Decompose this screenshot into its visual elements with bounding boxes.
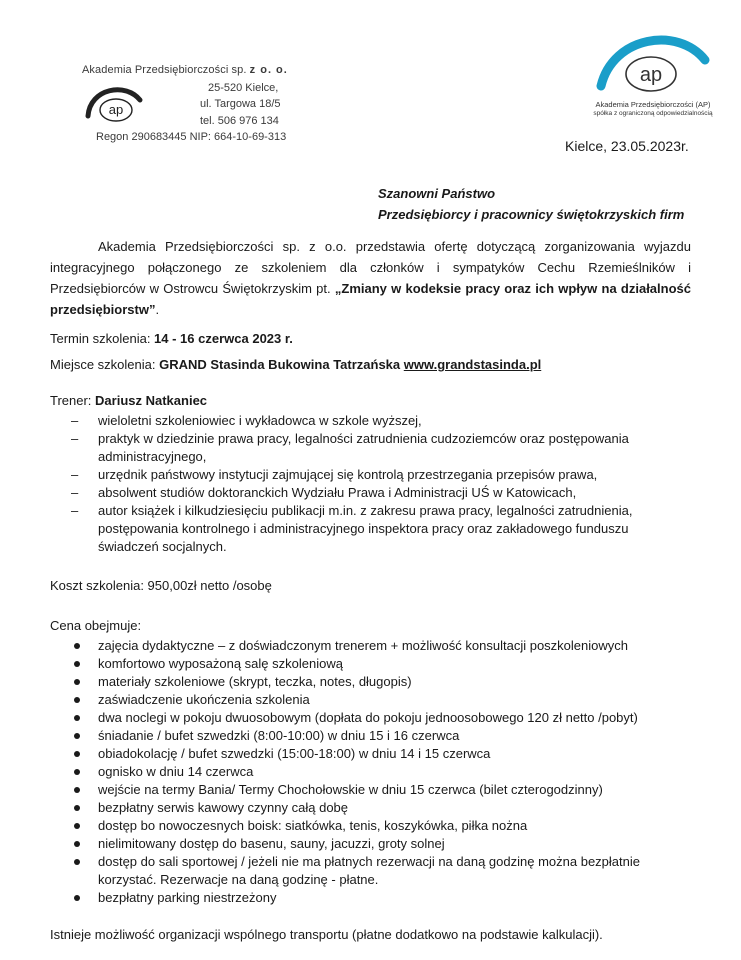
- salutation-line-1: Szanowni Państwo: [378, 186, 496, 201]
- place-website-link[interactable]: www.grandstasinda.pl: [403, 357, 542, 372]
- trainer: [50, 393, 207, 408]
- list-item: wejście na termy Bania/ Termy Chochołowskie w dniu 15 czerwca (bilet czterogodzinny): [50, 781, 690, 799]
- stamp-city: 25-520 Kielce,: [208, 82, 279, 94]
- list-item: dwa noclegi w pokoju dwuosobowym (dopłata do pokoju jednoosobowego 120 zł netto /pobyt): [50, 709, 690, 727]
- price-includes-list: [50, 637, 690, 907]
- place-value: GRAND Stasinda Bukowina Tatrzańska: [159, 357, 404, 372]
- list-item: dostęp do sali sportowej / jeżeli nie ma płatnych rezerwacji na daną godzinę można bezpłatnie korzystać. Rezerwacje na daną godzinę - płatne.: [50, 853, 690, 889]
- intro-end: .: [155, 302, 160, 317]
- training-term: [50, 331, 293, 346]
- training-place: [50, 357, 541, 372]
- brand-subtitle: spółka z ograniczoną odpowiedzialnością: [593, 110, 713, 117]
- brand-logo-icon: [593, 26, 713, 98]
- trainer-label: Trener:: [50, 393, 96, 408]
- list-item: komfortowo wyposażoną salę szkoleniową: [50, 655, 690, 673]
- stamp-logo-text: ap: [108, 102, 124, 117]
- stamp-regon-nip: Regon 290683445 NIP: 664-10-69-313: [96, 131, 287, 143]
- list-item: zajęcia dydaktyczne – z doświadczonym trenerem + możliwość konsultacji poszkoleniowych: [50, 637, 690, 655]
- intro-paragraph: [50, 236, 691, 320]
- list-item: dostęp bo nowoczesnych boisk: siatkówka, tenis, koszykówka, piłka nożna: [50, 817, 690, 835]
- place-label: Miejsce szkolenia:: [50, 357, 160, 372]
- brand-name: Akademia Przedsiębiorczości (AP): [595, 100, 711, 109]
- brand-logo-text: ap: [639, 64, 663, 86]
- term-label: Termin szkolenia:: [50, 331, 155, 346]
- company-stamp: [82, 64, 322, 154]
- salutation: [378, 183, 684, 225]
- list-item: – absolwent studiów doktoranckich Wydziału Prawa i Administracji UŚ w Katowicach,: [71, 485, 577, 500]
- list-item: zaświadczenie ukończenia szkolenia: [50, 691, 690, 709]
- list-item: bezpłatny serwis kawowy czynny całą dobę: [50, 799, 690, 817]
- list-item: bezpłatny parking niestrzeżony: [50, 889, 690, 907]
- stamp-company-name: Akademia Przedsiębiorczości sp. z o. o.: [82, 64, 288, 76]
- company-logo-icon: [82, 78, 144, 128]
- stamp-street: ul. Targowa 18/5: [200, 98, 281, 110]
- term-value: 14 - 16 czerwca 2023 r.: [154, 331, 293, 346]
- list-item: – urzędnik państwowy instytucji zajmującej się kontrolą przestrzegania przepisów prawa,: [71, 467, 598, 482]
- list-item: ognisko w dniu 14 czerwca: [50, 763, 690, 781]
- list-item: materiały szkoleniowe (skrypt, teczka, notes, długopis): [50, 673, 690, 691]
- list-item: nielimitowany dostęp do basenu, sauny, jacuzzi, groty solnej: [50, 835, 690, 853]
- trainer-bio-list: [50, 412, 690, 556]
- list-item: – wieloletni szkoleniowiec i wykładowca w szkole wyższej,: [71, 413, 422, 428]
- training-title: „Zmiany w kodeksie pracy oraz ich wpływ na działalność przedsiębiorstw”: [50, 281, 691, 317]
- intro-text: Akademia Przedsiębiorczości sp. z o.o. przedstawia ofertę dotyczącą zorganizowania wyjazdu integracyjnego połączonego ze szkoleniem dla członków i sympatyków Cechu Rzemieślników i Przedsiębiorców w Ostrowcu Świętokrzyskim pt.: [50, 239, 691, 296]
- list-item: śniadanie / bufet szwedzki (8:00-10:00) w dniu 15 i 16 czerwca: [50, 727, 690, 745]
- list-item: – autor książek i kilkudziesięciu publikacji m.in. z zakresu prawa pracy, legalności zatrudnienia, postępowania kontrolnego i administracyjnego inspektora pracy oraz zakładowego funduszu świadczeń socjalnych.: [71, 503, 633, 554]
- training-cost: Koszt szkolenia: 950,00zł netto /osobę: [50, 578, 272, 593]
- price-includes-label: Cena obejmuje:: [50, 618, 142, 633]
- list-item: obiadokolację / bufet szwedzki (15:00-18:00) w dniu 14 i 15 czerwca: [50, 745, 690, 763]
- list-item: – praktyk w dziedzinie prawa pracy, legalności zatrudnienia cudzoziemców oraz postępowania administracyjnego,: [71, 431, 629, 464]
- stamp-phone: tel. 506 976 134: [200, 115, 279, 127]
- salutation-line-2: Przedsiębiorcy i pracownicy świętokrzyskich firm: [378, 207, 685, 222]
- transport-note: Istnieje możliwość organizacji wspólnego transportu (płatne dodatkowo na podstawie kalkulacji).: [50, 927, 603, 942]
- letter-date: Kielce, 23.05.2023r.: [565, 138, 689, 154]
- trainer-name: Dariusz Natkaniec: [95, 393, 208, 408]
